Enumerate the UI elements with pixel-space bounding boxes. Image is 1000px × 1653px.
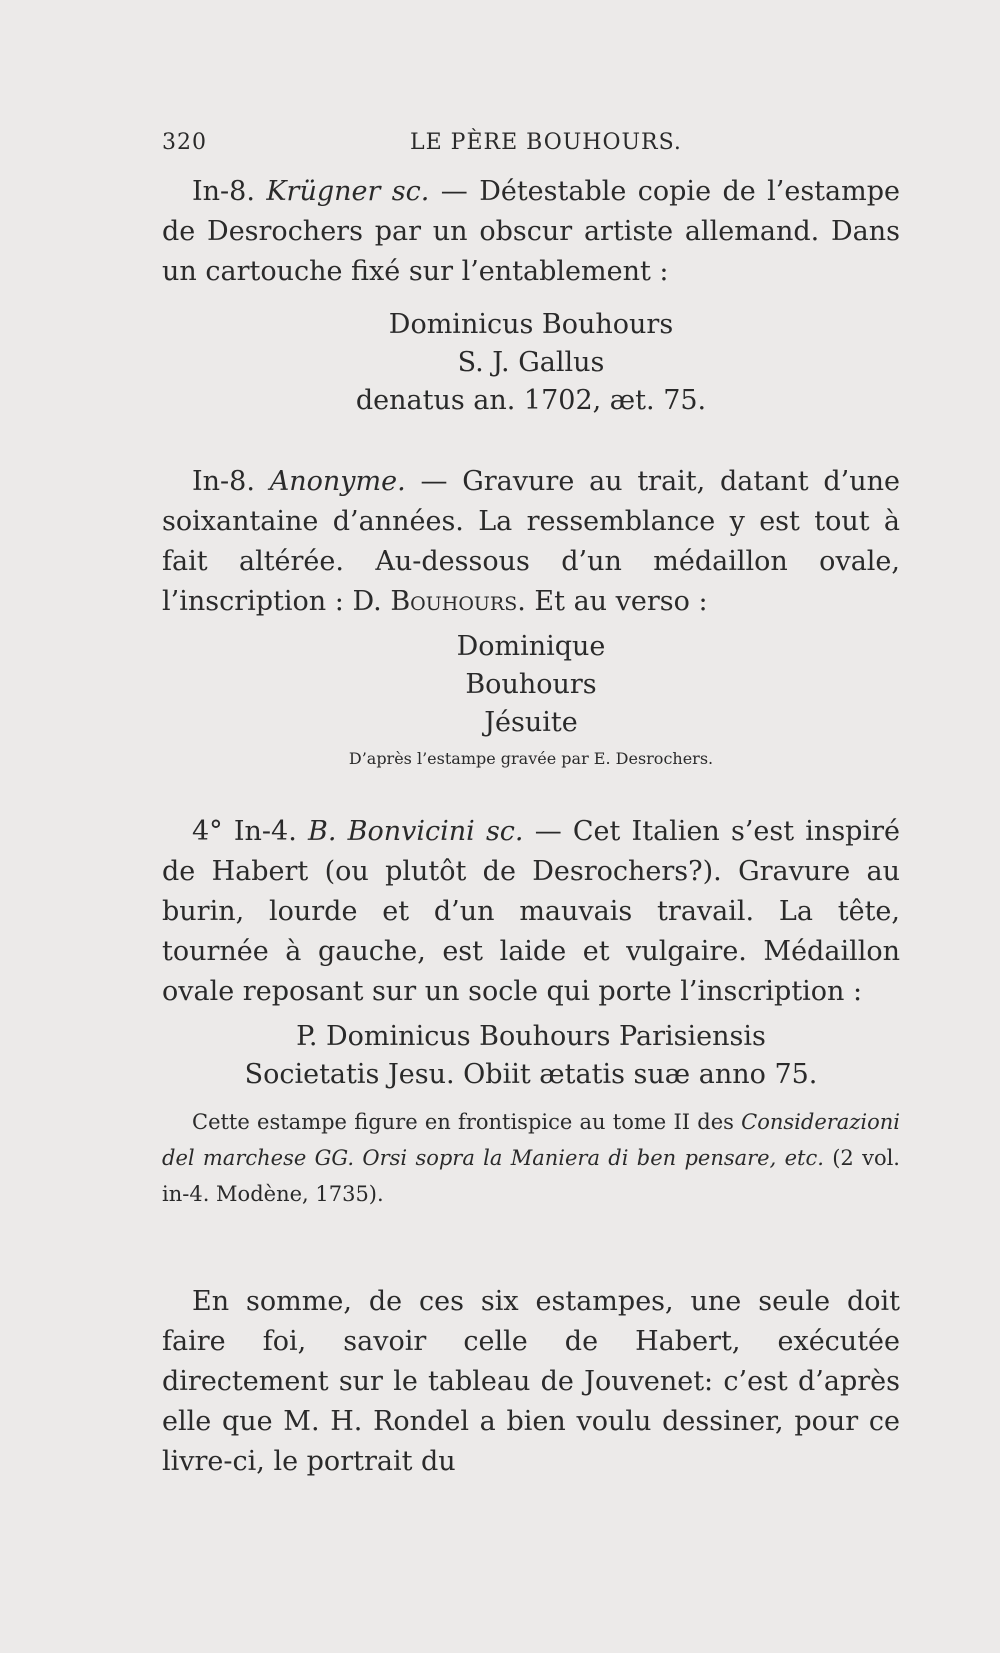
inscription-line: Jésuite [484,707,578,738]
conclusion [162,1282,900,1482]
inscription-line: P. Dominicus Bouhours Parisiensis [296,1021,766,1052]
inscription-line: Societatis Jesu. Obiit ætatis suæ anno 75. [244,1059,818,1090]
entry-anonyme-text: In-8. Anonyme. — Gravure au trait, datant d’une soixantaine d’années. La ressemblance y est tout à fait altérée. Au-dessous d’un médaillon ovale, l’inscription : D. Bouhours. Et au verso : [162,466,900,617]
frontispice-note: Cette estampe figure en frontispice au tome II des Considerazioni del marchese GG. Orsi sopra la Maniera di ben pensare, etc. (2 vol. in-4. Modène, 1735). [162,1110,900,1206]
entry-bonvicini [162,812,900,1212]
entry-anonyme [162,462,900,770]
running-title: LE PÈRE BOUHOURS. [410,130,682,155]
conclusion-text: En somme, de ces six estampes, une seule doit faire foi, savoir celle de Habert, exécutée directement sur le tableau de Jouvenet: c’est d’après elle que M. H. Rondel a bien voulu dessiner, pour ce livre-ci, le portrait du [162,1286,900,1477]
inscription-line: denatus an. 1702, æt. 75. [355,385,707,416]
inscription-line: Dominique [456,631,606,662]
inscription-line: Bouhours [465,669,597,700]
inscription-block [162,1018,900,1094]
running-head [162,130,900,170]
inscription-block [162,306,900,420]
engraver-name: B. Bonvicini sc. [308,816,524,847]
plate-caption: D’après l’estampe gravée par E. Desrochers. [348,749,714,768]
inscription-line: Dominicus Bouhours [388,309,674,340]
entry-bonvicini-text: 4° In-4. B. Bonvicini sc. — Cet Italien s’est inspiré de Habert (ou plutôt de Desrochers?). Gravure au burin, lourde et d’un mauvais travail. La tête, tournée à gauche, est laide et vulgaire. Médaillon ovale reposant sur un socle qui porte l’inscription : [162,816,900,1007]
inscription-line: S. J. Gallus [457,347,605,378]
entry-krugner [162,172,900,420]
engraver-name: Anonyme. [269,466,406,497]
entry-krugner-text: In-8. Krügner sc. — Détestable copie de l’estampe de Desrochers par un obscur artiste allemand. Dans un cartouche fixé sur l’entablement : [162,176,900,287]
page-number: 320 [162,130,207,155]
engraver-name: Krügner sc. [266,176,430,207]
inscription-block [162,628,900,742]
